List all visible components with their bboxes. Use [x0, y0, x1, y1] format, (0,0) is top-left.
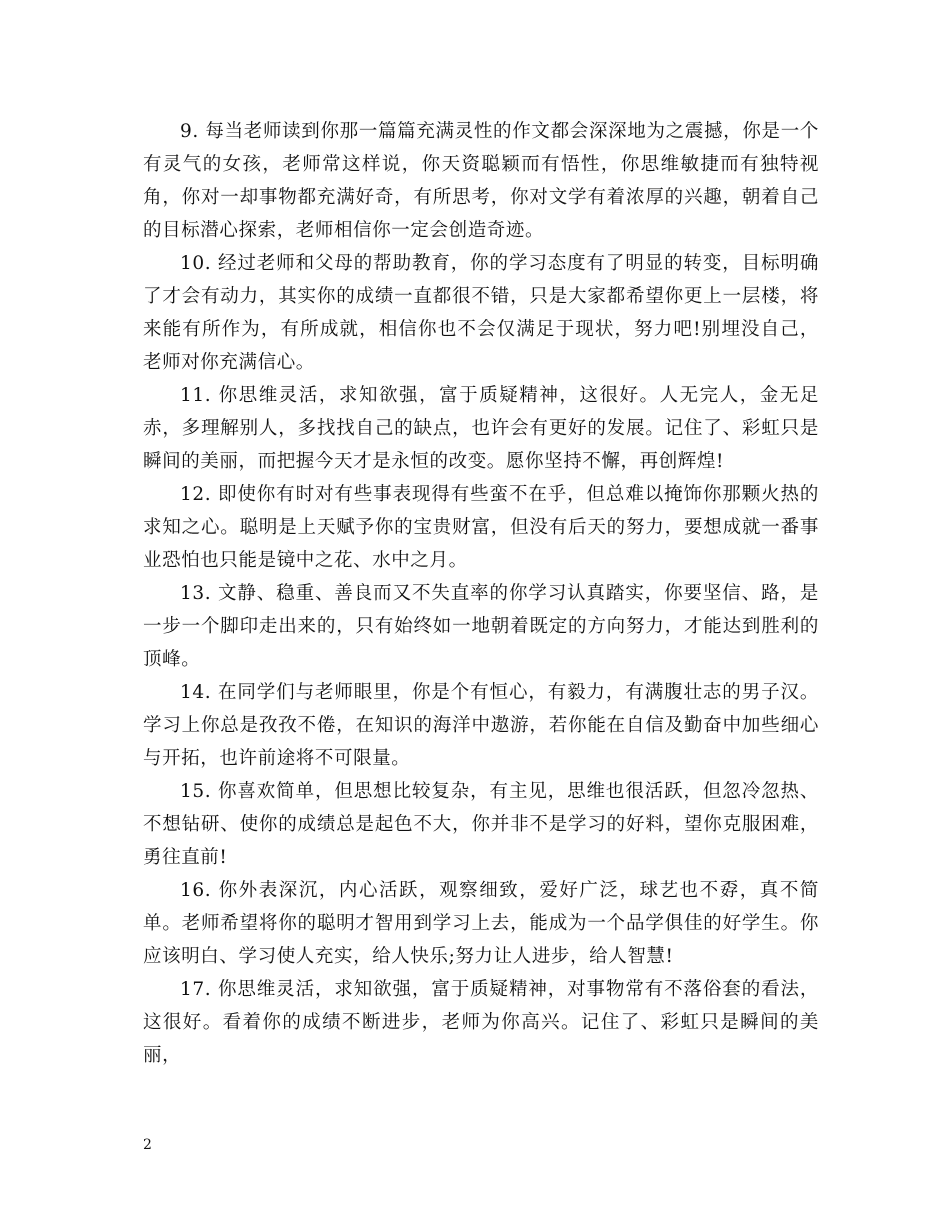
paragraph-12: 12. 即使你有时对有些事表现得有些蛮不在乎，但总难以掩饰你那颗火热的求知之心。聪明是上天赋予你的宝贵财富，但没有后天的努力，要想成就一番事业恐怕也只能是镜中之花、水中之月。	[143, 484, 819, 571]
page-number: 2	[143, 1137, 152, 1153]
paragraph-17: 17. 你思维灵活，求知欲强，富于质疑精神，对事物常有不落俗套的看法，这很好。看着你的成绩不断进步，老师为你高兴。记住了、彩虹只是瞬间的美丽，	[143, 979, 819, 1066]
paragraph-11: 11. 你思维灵活，求知欲强，富于质疑精神，这很好。人无完人，金无足赤，多理解别人，多找找自己的缺点，也许会有更好的发展。记住了、彩虹只是瞬间的美丽，而把握今天才是永恒的改变。愿你坚持不懈，再创辉煌!	[143, 385, 819, 472]
document-body	[143, 115, 819, 1072]
paragraph-13: 13. 文静、稳重、善良而又不失直率的你学习认真踏实，你要坚信、路，是一步一个脚印走出来的，只有始终如一地朝着既定的方向努力，才能达到胜利的顶峰。	[143, 583, 819, 670]
paragraph-15: 15. 你喜欢简单，但思想比较复杂，有主见，思维也很活跃，但忽冷忽热、不想钻研、使你的成绩总是起色不大，你并非不是学习的好料，望你克服困难，勇往直前!	[143, 781, 819, 868]
paragraph-9: 9. 每当老师读到你那一篇篇充满灵性的作文都会深深地为之震撼，你是一个有灵气的女孩，老师常这样说，你天资聪颖而有悟性，你思维敏捷而有独特视角，你对一却事物都充满好奇，有所思考，你对文学有着浓厚的兴趣，朝着自己的目标潜心探索，老师相信你一定会创造奇迹。	[143, 121, 819, 241]
paragraph-14: 14. 在同学们与老师眼里，你是个有恒心，有毅力，有满腹壮志的男子汉。学习上你总是孜孜不倦，在知识的海洋中遨游，若你能在自信及勤奋中加些细心与开拓，也许前途将不可限量。	[143, 682, 819, 769]
paragraph-16: 16. 你外表深沉，内心活跃，观察细致，爱好广泛，球艺也不孬，真不简单。老师希望将你的聪明才智用到学习上去，能成为一个品学俱佳的好学生。你应该明白、学习使人充实，给人快乐;努力让人进步，给人智慧!	[143, 880, 819, 967]
paragraph-10: 10. 经过老师和父母的帮助教育，你的学习态度有了明显的转变，目标明确了才会有动力，其实你的成绩一直都很不错，只是大家都希望你更上一层楼，将来能有所作为，有所成就，相信你也不会仅满足于现状，努力吧!别埋没自己，老师对你充满信心。	[143, 253, 819, 373]
